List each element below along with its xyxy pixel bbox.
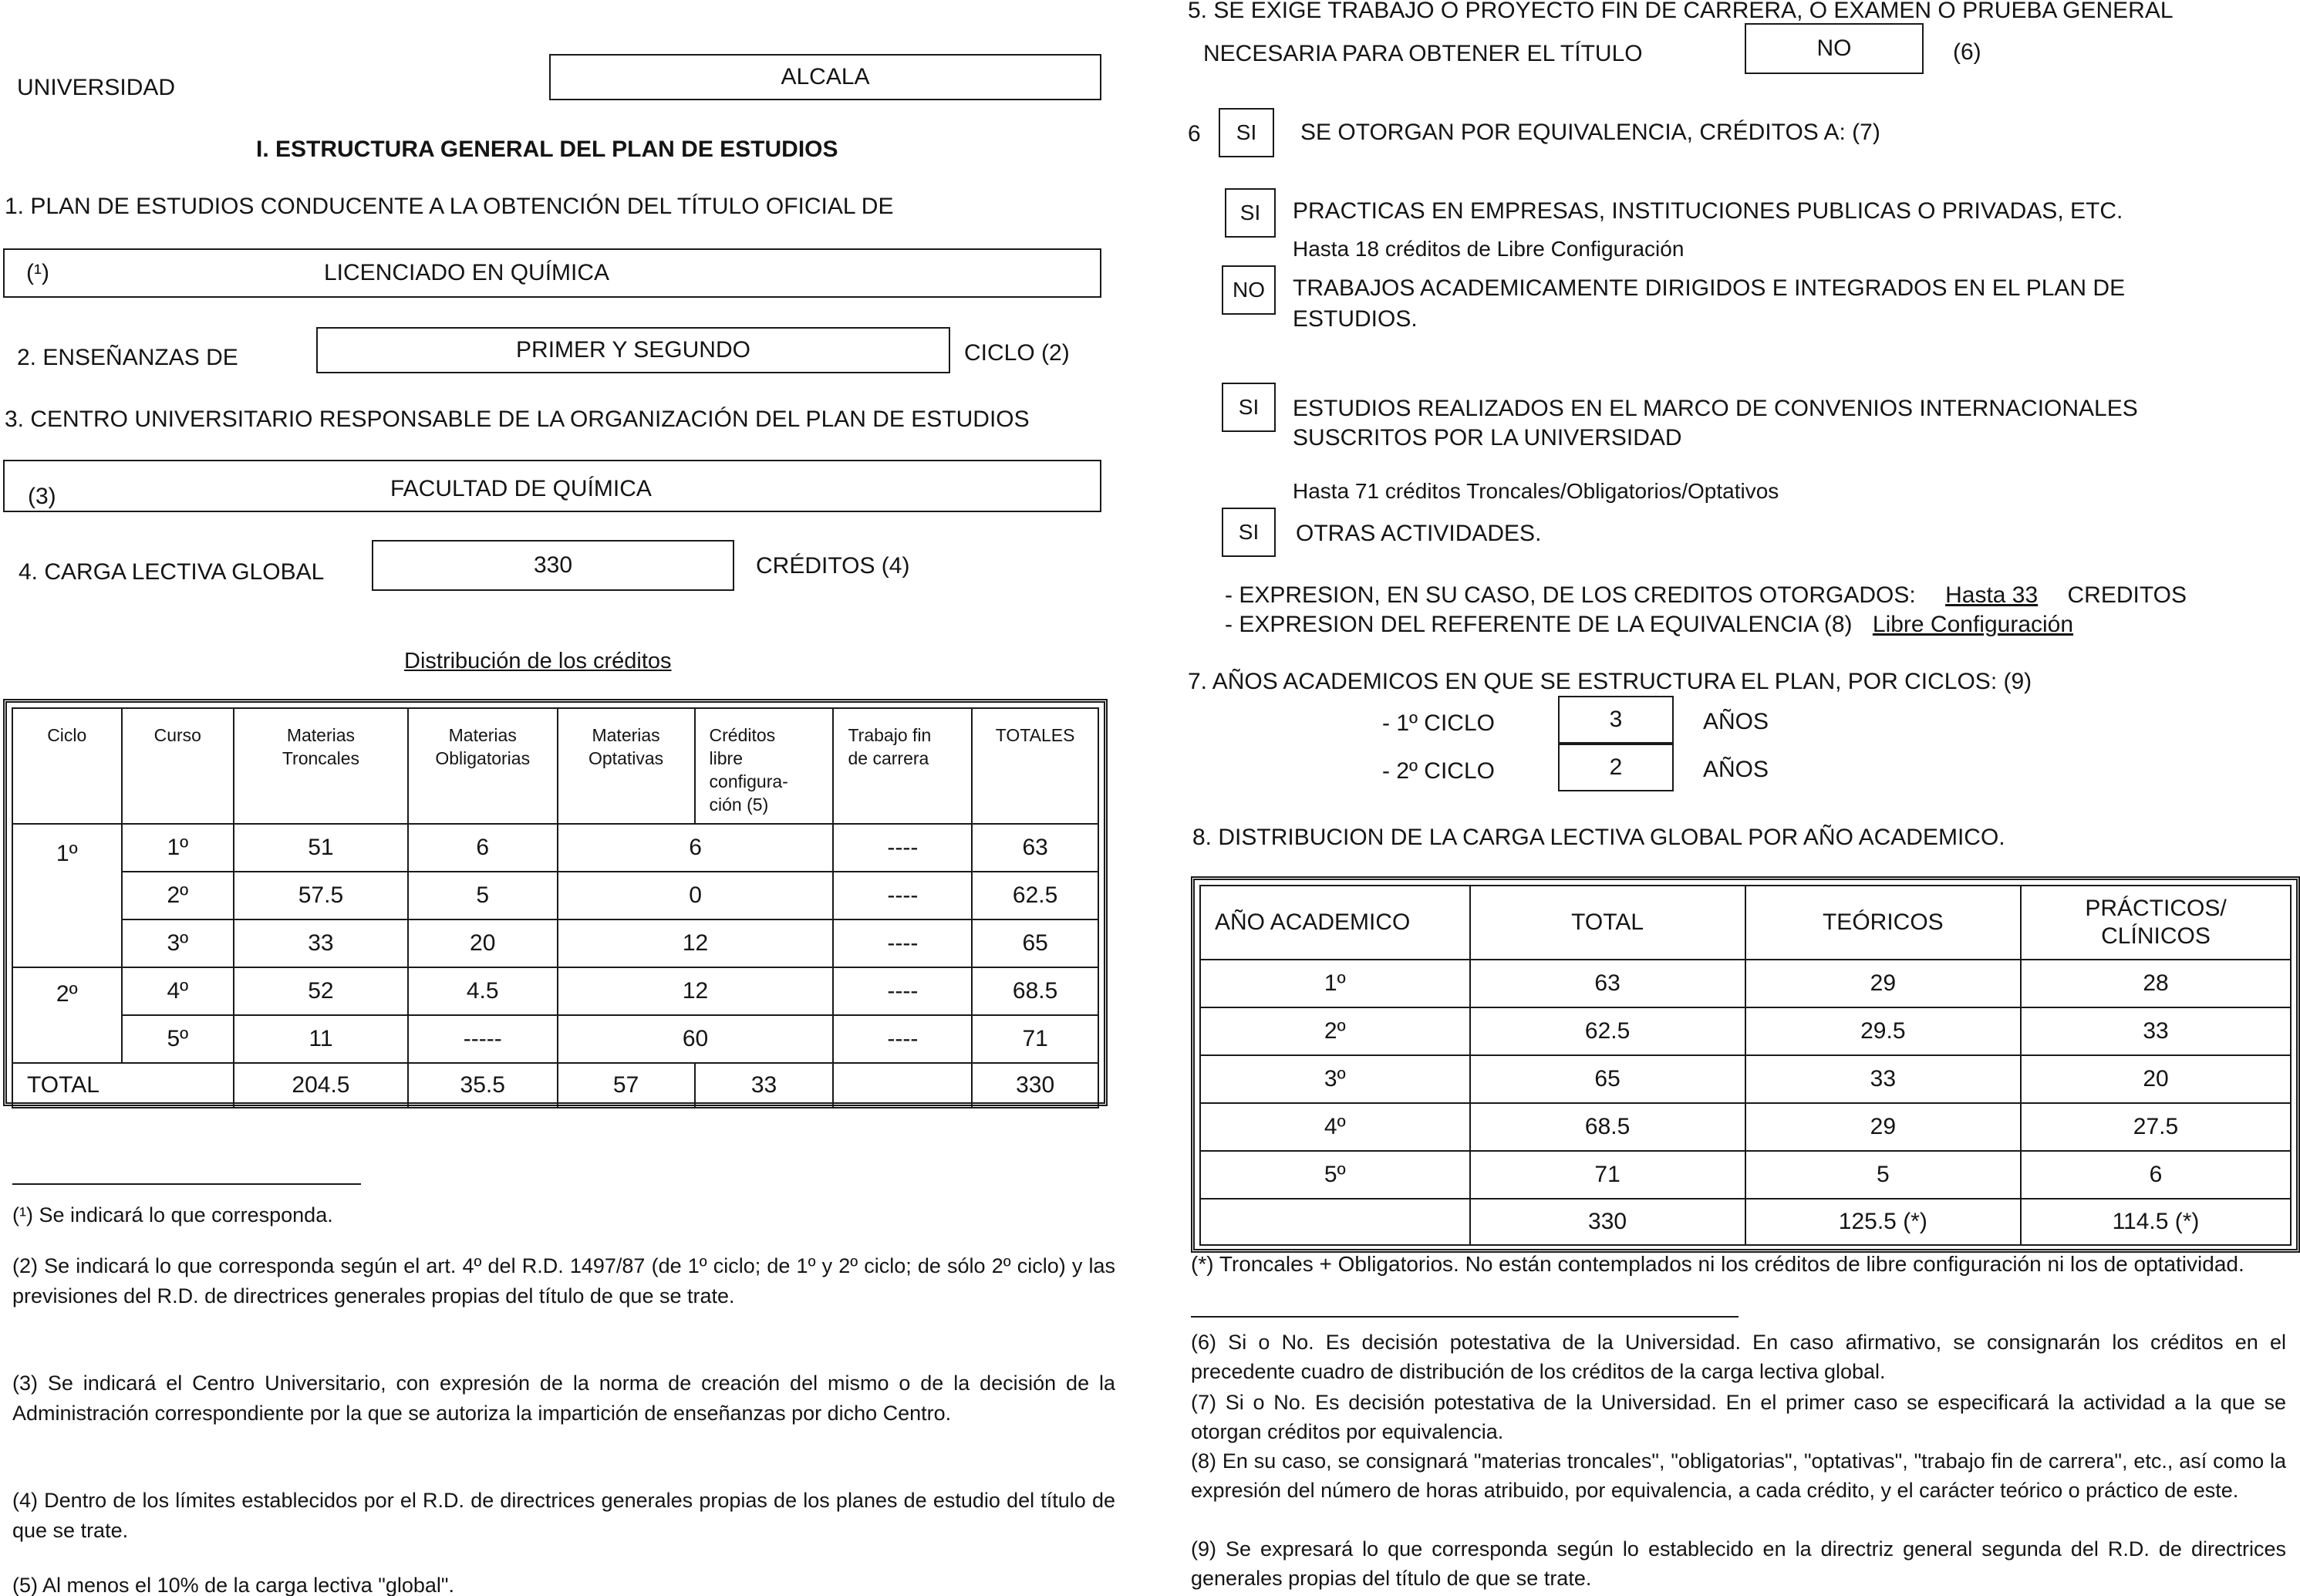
expresion1-line — [1225, 582, 2187, 609]
estudios-checkbox — [1222, 383, 1276, 432]
carga-teoricos-cell: 5 — [1745, 1151, 2021, 1199]
footnote-9: (9) Se expresará lo que corresponda según lo establecido en la directriz general segunda del R.D. de directrices generales propias del título de que se trate. — [1191, 1537, 2286, 1590]
ensenanzas-value: PRIMER Y SEGUNDO — [516, 337, 750, 363]
item5-value: NO — [1816, 35, 1852, 61]
trabajos-text2: ESTUDIOS. — [1293, 306, 1418, 332]
estudios-text2: SUSCRITOS POR LA UNIVERSIDAD — [1293, 425, 1682, 450]
ciclo1-field — [1558, 696, 1674, 744]
carga-teoricos-cell: 125.5 (*) — [1745, 1199, 2021, 1245]
troncales-cell: 11 — [234, 1015, 408, 1063]
col-header-trabajo: Trabajo fin de carrera — [833, 708, 972, 824]
ciclo1-label: - 1º CICLO — [1382, 710, 1495, 736]
carga-practicos-cell: 28 — [2021, 960, 2291, 1007]
optativas-libre-cell: 60 — [558, 1015, 834, 1063]
carga-practicos-cell: 33 — [2021, 1007, 2291, 1055]
trabajo-cell: ---- — [833, 824, 972, 872]
item3-text: 3. CENTRO UNIVERSITARIO RESPONSABLE DE LA ORGANIZACIÓN DEL PLAN DE ESTUDIOS — [5, 407, 1030, 432]
curso-cell: 2º — [122, 872, 234, 919]
obligatorias-cell: 5 — [408, 872, 558, 919]
item2-label: 2. ENSEÑANZAS DE — [17, 345, 238, 370]
expresion2-prefix: - EXPRESION DEL REFERENTE DE LA EQUIVALENCIA (8) — [1225, 612, 1853, 637]
trabajos-checkbox — [1222, 265, 1276, 315]
ciclo1-unit: AÑOS — [1703, 709, 1769, 734]
item6-number: 6 — [1188, 121, 1201, 147]
total-grand: 330 — [972, 1063, 1098, 1108]
titulo-field — [3, 248, 1101, 298]
item7-text: 7. AÑOS ACADEMICOS EN QUE SE ESTRUCTURA EL PLAN, POR CICLOS: (9) — [1188, 669, 2032, 694]
estudios-sub: Hasta 71 créditos Troncales/Obligatorios/Optativos — [1293, 479, 1779, 503]
centro-field — [3, 460, 1101, 512]
otras-checkbox — [1222, 508, 1276, 557]
cycle-cell: 2º — [12, 967, 122, 1063]
estudios-text1: ESTUDIOS REALIZADOS EN EL MARCO DE CONVENIOS INTERNACIONALES — [1293, 396, 2138, 421]
obligatorias-cell: 6 — [408, 824, 558, 872]
total-trabajo — [833, 1063, 972, 1108]
table-row — [12, 872, 1098, 919]
titulo-value: LICENCIADO EN QUÍMICA — [324, 260, 610, 285]
obligatorias-cell: ----- — [408, 1015, 558, 1063]
table-row — [1200, 1055, 2291, 1103]
carga-total-cell: 63 — [1470, 960, 1745, 1007]
footnote-4: (4) Dentro de los límites establecidos por el R.D. de directrices generales propias de los planes de estudio del título de que se trate. — [12, 1489, 1115, 1543]
carga-ano-cell: 5º — [1200, 1151, 1470, 1199]
practicas-text: PRACTICAS EN EMPRESAS, INSTITUCIONES PUBLICAS O PRIVADAS, ETC. — [1293, 198, 2123, 224]
estudios-value: SI — [1238, 395, 1260, 419]
total-libre: 33 — [695, 1063, 834, 1108]
carga-ano-cell: 3º — [1200, 1055, 1470, 1103]
item8-title: 8. DISTRIBUCION DE LA CARGA LECTIVA GLOBAL POR AÑO ACADEMICO. — [1192, 825, 2005, 850]
ciclo2-value: 2 — [1609, 754, 1623, 780]
expresion1-prefix: - EXPRESION, EN SU CASO, DE LOS CREDITOS OTORGADOS: — [1225, 582, 1916, 608]
expresion1-value: Hasta 33 — [1945, 582, 2039, 608]
total-cell: 65 — [972, 919, 1098, 967]
table-row — [12, 824, 1098, 872]
curso-cell: 1º — [122, 824, 234, 872]
table-row — [1200, 1007, 2291, 1055]
carga-table — [1199, 885, 2292, 1246]
carga-ano-cell — [1200, 1199, 1470, 1245]
expresion2-value: Libre Configuración — [1872, 612, 2074, 637]
carga-total-cell: 62.5 — [1470, 1007, 1745, 1055]
centro-note: (3) — [28, 484, 56, 509]
col-header-totales: TOTALES — [972, 708, 1098, 824]
distribution-table — [12, 707, 1099, 1108]
practicas-checkbox — [1225, 188, 1276, 238]
obligatorias-cell: 20 — [408, 919, 558, 967]
titulo-note: (¹) — [26, 260, 49, 285]
item4-suffix: CRÉDITOS (4) — [756, 553, 910, 579]
item8-note: (*) Troncales + Obligatorios. No están contemplados ni los créditos de libre configuración ni los de optatividad. — [1191, 1252, 2244, 1276]
table-row — [12, 919, 1098, 967]
carga-header-practicos: PRÁCTICOS/ CLÍNICOS — [2021, 886, 2291, 960]
curso-cell: 5º — [122, 1015, 234, 1063]
item5-field — [1745, 23, 1924, 74]
table-row — [12, 1015, 1098, 1063]
table-row — [12, 967, 1098, 1015]
carga-total-cell: 330 — [1470, 1199, 1745, 1245]
col-header-curso: Curso — [122, 708, 234, 824]
carga-table-header — [1200, 886, 2291, 960]
carga-header-teoricos: TEÓRICOS — [1745, 886, 2021, 960]
expresion2-line — [1225, 611, 2073, 639]
curso-cell: 4º — [122, 967, 234, 1015]
item1-text: 1. PLAN DE ESTUDIOS CONDUCENTE A LA OBTENCIÓN DEL TÍTULO OFICIAL DE — [5, 194, 894, 219]
curso-cell: 3º — [122, 919, 234, 967]
item5-note: (6) — [1953, 39, 1981, 65]
carga-ano-cell: 1º — [1200, 960, 1470, 1007]
footnote-5: (5) Al menos el 10% de la carga lectiva "global". — [12, 1574, 454, 1596]
col-header-obligatorias: Materias Obligatorias — [408, 708, 558, 824]
trabajo-cell: ---- — [833, 1015, 972, 1063]
optativas-libre-cell: 12 — [558, 919, 834, 967]
carga-header-ano: AÑO ACADEMICO — [1200, 886, 1470, 960]
trabajos-text1: TRABAJOS ACADEMICAMENTE DIRIGIDOS E INTEGRADOS EN EL PLAN DE — [1293, 275, 2126, 301]
total-cell: 62.5 — [972, 872, 1098, 919]
carga-ano-cell: 2º — [1200, 1007, 1470, 1055]
troncales-cell: 52 — [234, 967, 408, 1015]
carga-total-cell: 65 — [1470, 1055, 1745, 1103]
carga-table-frame — [1191, 876, 2300, 1253]
optativas-libre-cell: 0 — [558, 872, 834, 919]
carga-teoricos-cell: 29 — [1745, 960, 2021, 1007]
carga-ano-cell: 4º — [1200, 1103, 1470, 1151]
optativas-libre-cell: 12 — [558, 967, 834, 1015]
troncales-cell: 33 — [234, 919, 408, 967]
total-obligatorias: 35.5 — [408, 1063, 558, 1108]
item5-line2: NECESARIA PARA OBTENER EL TÍTULO — [1203, 41, 1643, 66]
carga-practicos-cell: 27.5 — [2021, 1103, 2291, 1151]
practicas-sub: Hasta 18 créditos de Libre Configuración — [1293, 237, 1685, 261]
table-row — [1200, 1103, 2291, 1151]
col-header-troncales: Materias Troncales — [234, 708, 408, 824]
practicas-value: SI — [1239, 201, 1261, 224]
item5-line1: 5. SE EXIGE TRABAJO O PROYECTO FIN DE CARRERA, O EXAMEN O PRUEBA GENERAL — [1188, 0, 2174, 23]
col-header-libre: Créditos libre configura- ción (5) — [695, 708, 834, 824]
ciclo2-field — [1558, 744, 1674, 791]
troncales-cell: 51 — [234, 824, 408, 872]
footnote-divider-right — [1191, 1316, 1738, 1318]
otras-value: SI — [1238, 520, 1260, 544]
item4-label: 4. CARGA LECTIVA GLOBAL — [19, 559, 325, 585]
carga-practicos-cell: 114.5 (*) — [2021, 1199, 2291, 1245]
carga-value: 330 — [533, 552, 573, 578]
optativas-libre-cell: 6 — [558, 824, 834, 872]
table-row — [1200, 960, 2291, 1007]
trabajo-cell: ---- — [833, 919, 972, 967]
ciclo2-unit: AÑOS — [1703, 757, 1769, 782]
troncales-cell: 57.5 — [234, 872, 408, 919]
cycle-cell: 1º — [12, 824, 122, 967]
total-cell: 71 — [972, 1015, 1098, 1063]
universidad-field — [549, 54, 1101, 100]
otras-text: OTRAS ACTIVIDADES. — [1296, 521, 1542, 546]
ciclo1-value: 3 — [1609, 707, 1623, 732]
footnote-divider-left — [12, 1183, 361, 1185]
item6-text: SE OTORGAN POR EQUIVALENCIA, CRÉDITOS A: (7) — [1300, 120, 1880, 145]
carga-total-cell: 71 — [1470, 1151, 1745, 1199]
carga-practicos-cell: 6 — [2021, 1151, 2291, 1199]
carga-practicos-cell: 20 — [2021, 1055, 2291, 1103]
trabajos-value: NO — [1233, 278, 1265, 302]
item6-checkbox — [1219, 108, 1274, 157]
universidad-value: ALCALA — [781, 64, 870, 89]
centro-value: FACULTAD DE QUÍMICA — [390, 476, 652, 501]
table-total-row — [12, 1063, 1098, 1108]
distribution-table-frame — [3, 699, 1108, 1106]
distribution-title: Distribución de los créditos — [404, 649, 672, 673]
carga-header-total: TOTAL — [1470, 886, 1745, 960]
total-optativas: 57 — [558, 1063, 695, 1108]
total-troncales: 204.5 — [234, 1063, 408, 1108]
carga-teoricos-cell: 33 — [1745, 1055, 2021, 1103]
expresion1-suffix: CREDITOS — [2067, 582, 2187, 608]
col-header-ciclo: Ciclo — [12, 708, 122, 824]
table-row — [1200, 1151, 2291, 1199]
carga-teoricos-cell: 29 — [1745, 1103, 2021, 1151]
carga-field — [372, 540, 734, 591]
universidad-label: UNIVERSIDAD — [17, 75, 176, 100]
obligatorias-cell: 4.5 — [408, 967, 558, 1015]
footnote-2: (2) Se indicará lo que corresponda según el art. 4º del R.D. 1497/87 (de 1º ciclo; de 1º y 2º ciclo; de sólo 2º ciclo) y las previsiones del R.D. de directrices generales propias del título de que se trate. — [12, 1254, 1115, 1308]
footnote-3: (3) Se indicará el Centro Universitario, con expresión de la norma de creación del mismo o de la decisión de la Administración correspondiente por la que se autoriza la impartición de enseñanzas por dicho Centro. — [12, 1372, 1115, 1426]
item6-value: SI — [1236, 120, 1257, 144]
table-total-row — [1200, 1199, 2291, 1245]
footnote-8: (8) En su caso, se consignará "materias troncales", "obligatorias", "optativas", "trabajo fin de carrera", etc., así como la expresión del número de horas atribuido, por equivalencia, a cada crédito, y el carácter teórico o práctico de este. — [1191, 1449, 2286, 1502]
carga-teoricos-cell: 29.5 — [1745, 1007, 2021, 1055]
total-cell: 68.5 — [972, 967, 1098, 1015]
ciclo2-label: - 2º CICLO — [1382, 758, 1495, 784]
carga-total-cell: 68.5 — [1470, 1103, 1745, 1151]
footnote-1: (¹) Se indicará lo que corresponda. — [12, 1203, 333, 1227]
total-cell: 63 — [972, 824, 1098, 872]
trabajo-cell: ---- — [833, 967, 972, 1015]
footnote-6: (6) Si o No. Es decisión potestativa de la Universidad. En caso afirmativo, se consignarán los créditos en el precedente cuadro de distribución de los créditos de la carga lectiva global. — [1191, 1331, 2286, 1383]
col-header-optativas: Materias Optativas — [558, 708, 695, 824]
section-title: I. ESTRUCTURA GENERAL DEL PLAN DE ESTUDIOS — [256, 137, 838, 162]
trabajo-cell: ---- — [833, 872, 972, 919]
total-row-label: TOTAL — [12, 1063, 234, 1108]
ensenanzas-field — [316, 327, 950, 373]
item2-suffix: CICLO (2) — [964, 340, 1070, 366]
footnote-7: (7) Si o No. Es decisión potestativa de la Universidad. En el primer caso se especificará la actividad a la que se otorgan créditos por equivalencia. — [1191, 1391, 2286, 1443]
